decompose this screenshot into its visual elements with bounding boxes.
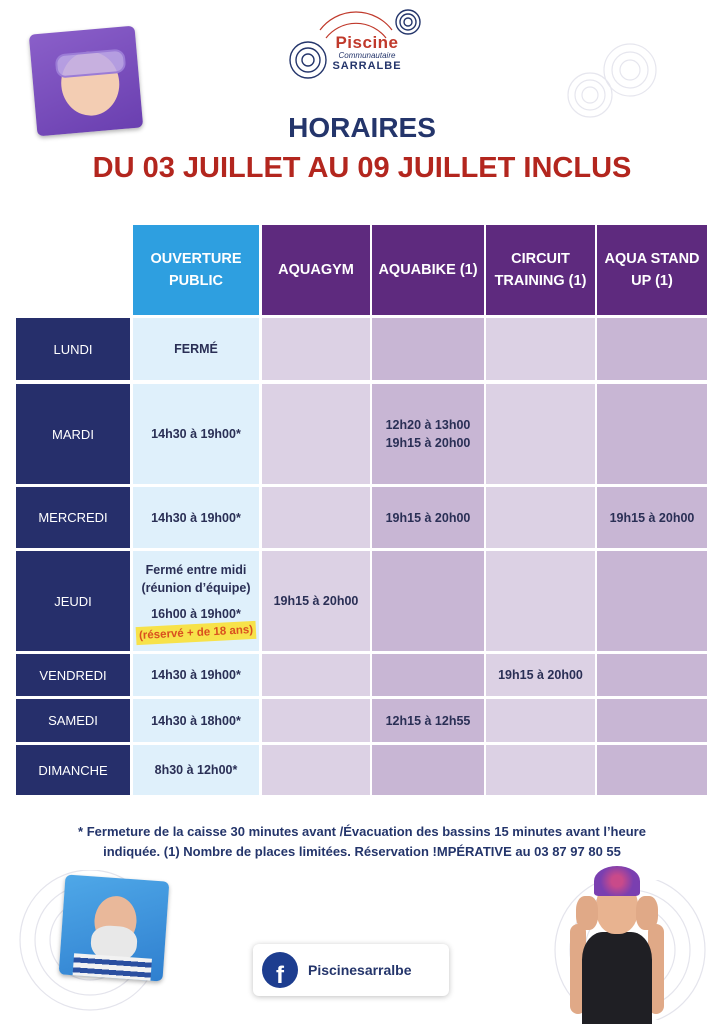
- column-header-5: [597, 225, 707, 315]
- schedule-cell-text: 19h15 à 20h00: [609, 510, 695, 525]
- schedule-cell-mercredi-4: [486, 487, 595, 548]
- schedule-cell-lundi-2: [262, 318, 370, 380]
- schedule-cell-dimanche-1: [133, 745, 259, 795]
- footnote-line-2: indiquée. (1) Nombre de places limitées. Réservation !MPÉRATIVE au 03 87 97 80 55: [103, 844, 621, 859]
- column-header-label: AQUABIKE (1): [378, 262, 478, 278]
- schedule-cell-samedi-4: [486, 699, 595, 742]
- logo-word-communautaire: Communautaire: [338, 51, 396, 60]
- day-lundi: [16, 318, 130, 380]
- day-label: VENDREDI: [39, 667, 107, 683]
- column-header-label: CIRCUIT TRAINING (1): [494, 251, 587, 289]
- page-title: HORAIRES: [288, 112, 436, 143]
- schedule-cell-mercredi-5: [597, 487, 707, 548]
- pool-logo: [312, 34, 422, 72]
- schedule-cell-vendredi-2: [262, 654, 370, 696]
- thursday-public-hours: [136, 561, 256, 642]
- schedule-cell-samedi-2: [262, 699, 370, 742]
- day-jeudi: [16, 551, 130, 651]
- schedule-cell-mercredi-1: [133, 487, 259, 548]
- shouting-swimmer-photo: [562, 862, 672, 1024]
- day-samedi: [16, 699, 130, 742]
- schedule-cell-text: 12h20 à 13h00 19h15 à 20h00: [385, 418, 471, 450]
- day-label: JEUDI: [54, 593, 92, 609]
- schedule-cell-jeudi-3: [372, 551, 484, 651]
- thursday-opening-hours: 16h00 à 19h00*: [151, 606, 241, 621]
- date-range-title: DU 03 JUILLET AU 09 JUILLET INCLUS: [92, 152, 632, 184]
- day-label: LUNDI: [53, 341, 93, 357]
- column-header-1: [133, 225, 259, 315]
- day-label: MERCREDI: [38, 510, 108, 525]
- woman-swimsuit: [582, 932, 652, 1024]
- schedule-cell-mercredi-3: [372, 487, 484, 548]
- logo-word-town: SARRALBE: [332, 60, 402, 72]
- column-header-2: [262, 225, 370, 315]
- schedule-cell-vendredi-4: [486, 654, 595, 696]
- schedule-cell-samedi-5: [597, 699, 707, 742]
- column-header-label: OUVERTURE PUBLIC: [150, 251, 242, 289]
- day-label: DIMANCHE: [38, 762, 108, 778]
- day-label: SAMEDI: [48, 713, 98, 728]
- schedule-cell-lundi-3: [372, 318, 484, 380]
- schedule-cell-mardi-2: [262, 384, 370, 484]
- schedule-cell-samedi-3: [372, 699, 484, 742]
- schedule-cell-jeudi-5: [597, 551, 707, 651]
- schedule-cell-jeudi-2: [262, 551, 370, 651]
- schedule-cell-samedi-1: [133, 699, 259, 742]
- day-mercredi: [16, 487, 130, 548]
- schedule-cell-text: 19h15 à 20h00: [385, 510, 471, 525]
- schedule-cell-mardi-4: [486, 384, 595, 484]
- footnote-line-1: * Fermeture de la caisse 30 minutes avant /Évacuation des bassins 15 minutes avant l’heure: [78, 824, 646, 839]
- schedule-cell-text: 12h15 à 12h55: [385, 713, 471, 728]
- schedule-cell-text: 14h30 à 19h00*: [151, 668, 241, 682]
- schedule-cell-mardi-1: [133, 384, 259, 484]
- schedule-cell-text: 14h30 à 19h00*: [151, 510, 241, 525]
- schedule-cell-dimanche-5: [597, 745, 707, 795]
- thursday-note-line1: Fermé entre midi: [145, 562, 247, 577]
- woman-hand-right: [636, 896, 658, 930]
- column-header-3: [372, 225, 484, 315]
- schedule-cell-text: 14h30 à 18h00*: [151, 713, 241, 728]
- schedule-cell-text: FERMÉ: [174, 342, 218, 356]
- adults-only-highlight: (réservé + de 18 ans): [136, 620, 257, 644]
- thursday-note-line2: (réunion d’équipe): [141, 580, 251, 595]
- schedule-cell-jeudi-4: [486, 551, 595, 651]
- woman-hand-left: [576, 896, 598, 930]
- footnote: [20, 822, 704, 862]
- schedule-cell-mardi-3: [372, 384, 484, 484]
- schedule-cell-text: 14h30 à 19h00*: [151, 427, 241, 441]
- schedule-cell-dimanche-3: [372, 745, 484, 795]
- schedule-cell-jeudi-1: [133, 551, 259, 651]
- day-vendredi: [16, 654, 130, 696]
- schedule-cell-vendredi-5: [597, 654, 707, 696]
- schedule-cell-dimanche-2: [262, 745, 370, 795]
- facebook-page-name: Piscinesarralbe: [308, 962, 412, 978]
- day-label: MARDI: [52, 426, 94, 442]
- column-header-4: [486, 225, 595, 315]
- senior-swimmer-photo: [59, 874, 170, 981]
- schedule-cell-lundi-1: [133, 318, 259, 380]
- schedule-cell-mardi-5: [597, 384, 707, 484]
- schedule-cell-text: 19h15 à 20h00: [273, 594, 359, 608]
- schedule-cell-mercredi-2: [262, 487, 370, 548]
- column-header-label: AQUAGYM: [278, 262, 354, 278]
- schedule-cell-lundi-5: [597, 318, 707, 380]
- schedule-cell-dimanche-4: [486, 745, 595, 795]
- day-mardi: [16, 384, 130, 484]
- swim-cap: [594, 866, 640, 896]
- facebook-link[interactable]: [253, 944, 449, 996]
- schedule-cell-text: 8h30 à 12h00*: [154, 763, 238, 777]
- schedule-cell-text: 19h15 à 20h00: [498, 668, 583, 682]
- logo-word-piscine: Piscine: [335, 33, 399, 52]
- schedule-cell-lundi-4: [486, 318, 595, 380]
- schedule-cell-vendredi-1: [133, 654, 259, 696]
- day-dimanche: [16, 745, 130, 795]
- schedule-cell-vendredi-3: [372, 654, 484, 696]
- column-header-label: AQUA STAND UP (1): [604, 251, 700, 289]
- facebook-icon: f: [262, 952, 298, 988]
